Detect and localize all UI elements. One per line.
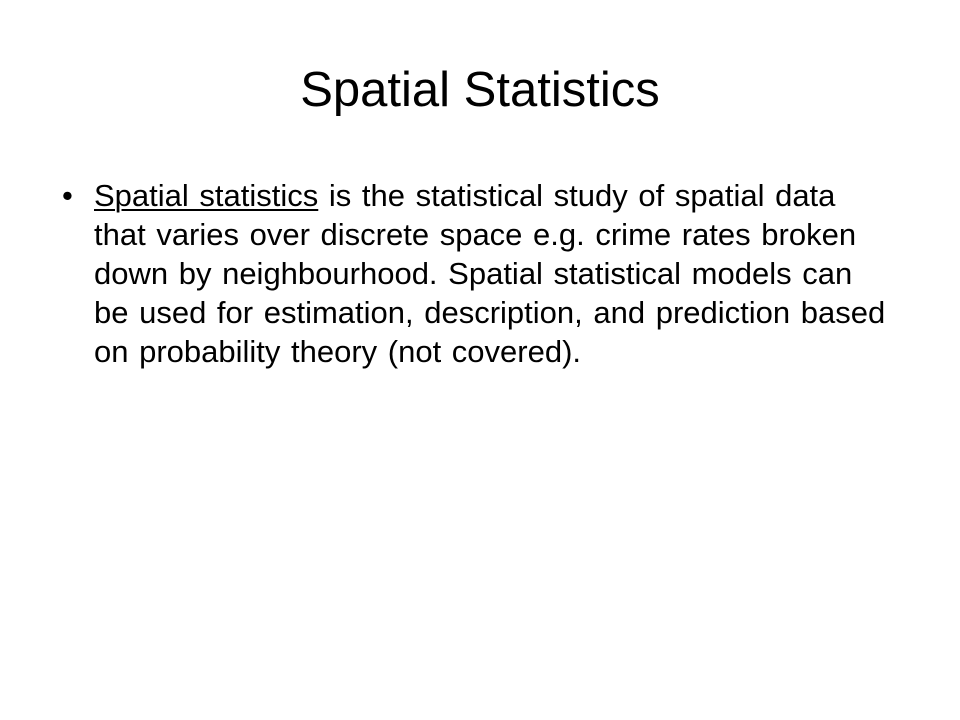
bullet-text: is the statistical study of spatial data that varies over discrete space e.g. crime rates broken down by neighbourhood. Spatial statistical models can be used for estimation, description, and prediction based on probability theory (not covered). (94, 178, 886, 369)
spatial-statistics-link[interactable]: Spatial statistics (94, 178, 319, 213)
bullet-item (62, 176, 892, 371)
bullet-glyph: • (62, 178, 73, 213)
slide-title: Spatial Statistics (300, 63, 660, 117)
bullet-list (62, 176, 892, 371)
